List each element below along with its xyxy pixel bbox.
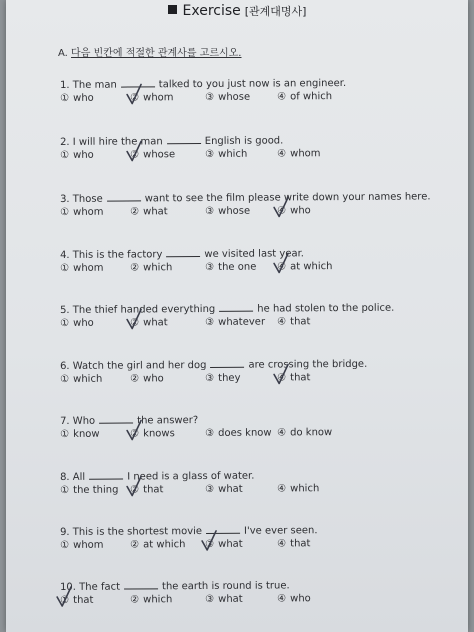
- question-text: [60, 469, 254, 483]
- question-stem-after: I've ever seen.: [243, 525, 318, 537]
- option-number: ②: [130, 206, 140, 218]
- answer-options: [60, 483, 360, 499]
- option-number: ①: [60, 539, 70, 551]
- question-4: [60, 246, 333, 274]
- option-2[interactable]: [130, 262, 172, 273]
- option-4[interactable]: [277, 593, 311, 604]
- option-1[interactable]: [60, 595, 93, 606]
- option-label: what: [218, 593, 243, 605]
- option-number: ①: [60, 92, 70, 104]
- question-10: [60, 578, 311, 606]
- option-label: whose: [218, 91, 251, 103]
- question-5: [60, 301, 395, 329]
- question-stem-after: he had stolen to the police.: [257, 302, 395, 315]
- question-number: 8.: [60, 471, 70, 483]
- option-label: what: [218, 538, 243, 550]
- instruction-text: 다음 빈칸에 적절한 관계사를 고르시오.: [71, 48, 242, 59]
- worksheet-page: [6, 0, 468, 632]
- option-2[interactable]: [130, 317, 168, 328]
- option-number: ②: [130, 539, 140, 551]
- option-label: whom: [73, 539, 104, 551]
- option-label: what: [143, 206, 168, 218]
- option-number: ①: [60, 428, 70, 440]
- option-number: ①: [60, 149, 70, 161]
- option-4[interactable]: [277, 483, 319, 494]
- option-number: ①: [60, 206, 70, 218]
- option-label: what: [218, 483, 243, 495]
- option-label: know: [73, 428, 100, 440]
- option-number: ②: [130, 484, 140, 496]
- question-6: [60, 357, 368, 385]
- question-stem-after: the answer?: [137, 415, 199, 427]
- option-label: which: [73, 373, 103, 385]
- answer-blank: [219, 302, 253, 312]
- question-3: [60, 189, 431, 218]
- answer-options: [60, 261, 360, 277]
- option-4[interactable]: [277, 372, 310, 383]
- option-3[interactable]: [205, 92, 250, 103]
- option-1[interactable]: [60, 429, 100, 440]
- option-label: the one: [218, 261, 257, 273]
- option-3[interactable]: [205, 149, 247, 160]
- answer-options: [60, 205, 360, 221]
- question-7: [60, 413, 333, 440]
- option-number: ④: [277, 372, 287, 384]
- option-label: the thing: [73, 484, 119, 496]
- option-label: they: [218, 372, 241, 384]
- option-2[interactable]: [130, 206, 168, 217]
- answer-blank: [124, 579, 158, 589]
- answer-options: [60, 372, 360, 388]
- question-number: 3.: [60, 193, 70, 205]
- option-label: which: [290, 483, 320, 495]
- question-stem-before: Those: [72, 193, 103, 205]
- option-2[interactable]: [130, 92, 173, 103]
- question-stem-after: talked to you just now is an engineer.: [158, 78, 347, 91]
- option-3[interactable]: [205, 373, 240, 384]
- question-text: [60, 301, 394, 316]
- option-label: who: [290, 205, 311, 217]
- question-text: [60, 357, 367, 372]
- question-stem-after: are crossing the bridge.: [248, 358, 368, 371]
- option-label: that: [143, 484, 164, 496]
- question-number: 9.: [60, 526, 70, 538]
- option-2[interactable]: [130, 539, 185, 550]
- option-label: that: [290, 316, 311, 328]
- option-4[interactable]: [277, 427, 332, 438]
- option-4[interactable]: [277, 261, 332, 272]
- option-number: ③: [205, 427, 215, 439]
- option-label: do know: [290, 427, 333, 439]
- question-1: [60, 76, 347, 104]
- option-3[interactable]: [205, 206, 250, 217]
- option-label: that: [290, 538, 311, 550]
- option-label: knows: [143, 428, 175, 440]
- option-number: ①: [60, 262, 70, 274]
- question-number: 7.: [60, 415, 70, 427]
- question-text: [60, 133, 283, 148]
- answer-blank: [206, 524, 240, 534]
- option-3[interactable]: [205, 594, 243, 605]
- question-stem-after: English is good.: [204, 135, 284, 147]
- option-number: ④: [277, 483, 287, 495]
- option-4[interactable]: [277, 91, 332, 102]
- option-1[interactable]: [60, 150, 94, 161]
- option-label: that: [73, 594, 94, 606]
- option-1[interactable]: [60, 318, 94, 329]
- option-1[interactable]: [60, 263, 103, 274]
- option-2[interactable]: [130, 428, 175, 439]
- option-number: ③: [205, 483, 215, 495]
- option-label: that: [290, 372, 311, 384]
- option-1[interactable]: [60, 374, 102, 385]
- option-number: ②: [130, 92, 140, 104]
- question-stem-after: the earth is round is true.: [161, 580, 290, 593]
- question-stem-before: Watch the girl and her dog: [72, 359, 207, 372]
- option-number: ②: [130, 262, 140, 274]
- option-number: ③: [205, 316, 215, 328]
- option-label: whatever: [218, 316, 266, 328]
- option-1[interactable]: [60, 540, 103, 551]
- option-label: who: [73, 317, 94, 329]
- question-number: 2.: [60, 136, 70, 148]
- option-4[interactable]: [277, 205, 311, 216]
- option-number: ②: [130, 428, 140, 440]
- option-label: whom: [143, 92, 174, 104]
- option-label: who: [143, 373, 164, 385]
- option-number: ①: [60, 373, 70, 385]
- option-4[interactable]: [277, 148, 320, 159]
- option-number: ④: [277, 316, 287, 328]
- option-number: ②: [130, 373, 140, 385]
- option-2[interactable]: [130, 594, 172, 605]
- question-stem-after: we visited last year.: [204, 248, 305, 260]
- question-2: [60, 133, 321, 161]
- option-1[interactable]: [60, 93, 94, 104]
- instruction: [58, 44, 242, 59]
- option-3[interactable]: [205, 428, 272, 439]
- option-3[interactable]: [205, 317, 265, 328]
- option-label: who: [73, 149, 94, 161]
- question-text: [60, 413, 198, 427]
- question-text: [60, 189, 431, 205]
- question-number: 1.: [60, 79, 70, 91]
- option-number: ①: [60, 317, 70, 329]
- option-number: ③: [205, 148, 215, 160]
- question-text: [60, 578, 290, 593]
- answer-blank: [210, 358, 244, 368]
- answer-options: [60, 427, 360, 443]
- option-label: whose: [143, 149, 176, 161]
- option-number: ②: [130, 317, 140, 329]
- answer-blank: [107, 191, 141, 201]
- option-number: ④: [277, 538, 287, 550]
- option-4[interactable]: [277, 538, 310, 549]
- option-label: whom: [290, 148, 321, 160]
- question-stem-before: This is the shortest movie: [72, 526, 203, 538]
- option-number: ④: [277, 91, 287, 103]
- question-number: 6.: [60, 360, 70, 372]
- question-stem-after: I need is a glass of water.: [127, 470, 255, 483]
- option-label: whose: [218, 205, 251, 217]
- answer-options: [60, 91, 360, 107]
- option-number: ①: [60, 594, 70, 606]
- answer-blank: [89, 470, 123, 480]
- option-number: ④: [277, 261, 287, 273]
- question-text: [60, 76, 346, 91]
- option-number: ④: [277, 148, 287, 160]
- option-1[interactable]: [60, 485, 118, 496]
- question-stem-before: All: [72, 471, 86, 483]
- question-number: 5.: [60, 304, 70, 316]
- option-2[interactable]: [130, 373, 164, 384]
- option-label: whom: [73, 206, 104, 218]
- option-number: ③: [205, 538, 215, 550]
- option-number: ③: [205, 205, 215, 217]
- option-3[interactable]: [205, 262, 256, 273]
- question-stem-before: The fact: [79, 581, 121, 593]
- option-3[interactable]: [205, 539, 243, 550]
- option-number: ③: [205, 91, 215, 103]
- option-label: of which: [290, 91, 333, 103]
- question-text: [60, 246, 304, 261]
- option-number: ③: [205, 372, 215, 384]
- option-label: who: [73, 92, 94, 104]
- option-number: ④: [277, 205, 287, 217]
- question-8: [60, 469, 320, 496]
- option-label: which: [143, 262, 173, 274]
- option-label: who: [290, 593, 311, 605]
- question-stem-before: The thief handed everything: [72, 303, 216, 316]
- instruction-prefix: A.: [58, 48, 68, 59]
- option-2[interactable]: [130, 484, 163, 495]
- answer-options: [60, 148, 360, 164]
- title-subtitle: [관계대명사]: [244, 5, 307, 18]
- option-label: whom: [73, 262, 104, 274]
- answer-blank: [166, 247, 200, 257]
- question-stem-before: This is the factory: [72, 249, 163, 261]
- option-number: ④: [277, 427, 287, 439]
- answer-blank: [121, 77, 155, 87]
- option-2[interactable]: [130, 149, 175, 160]
- option-label: at which: [143, 539, 186, 551]
- option-label: what: [143, 317, 168, 329]
- page-title: [6, 3, 468, 19]
- option-number: ①: [60, 484, 70, 496]
- option-number: ②: [130, 594, 140, 606]
- option-number: ③: [205, 593, 215, 605]
- option-4[interactable]: [277, 316, 310, 327]
- question-stem-after: want to see the film please write down your names here.: [144, 191, 431, 205]
- question-number: 4.: [60, 249, 70, 261]
- answer-options: [60, 538, 360, 554]
- question-stem-before: The man: [72, 79, 117, 91]
- option-number: ②: [130, 149, 140, 161]
- black-square-icon: [168, 5, 177, 14]
- title-text: Exercise: [182, 3, 241, 19]
- answer-blank: [167, 134, 201, 144]
- option-1[interactable]: [60, 207, 103, 218]
- option-3[interactable]: [205, 484, 243, 495]
- option-label: does know: [218, 427, 272, 439]
- option-number: ③: [205, 261, 215, 273]
- question-stem-before: I will hire the man: [72, 136, 163, 148]
- option-label: at which: [290, 261, 333, 273]
- answer-options: [60, 593, 360, 609]
- question-9: [60, 523, 318, 551]
- question-number: 10.: [60, 581, 76, 593]
- answer-options: [60, 316, 360, 332]
- question-stem-before: Who: [72, 415, 96, 427]
- option-label: which: [143, 594, 173, 606]
- option-label: which: [218, 148, 248, 160]
- answer-blank: [99, 413, 133, 423]
- option-number: ④: [277, 593, 287, 605]
- question-text: [60, 523, 318, 538]
